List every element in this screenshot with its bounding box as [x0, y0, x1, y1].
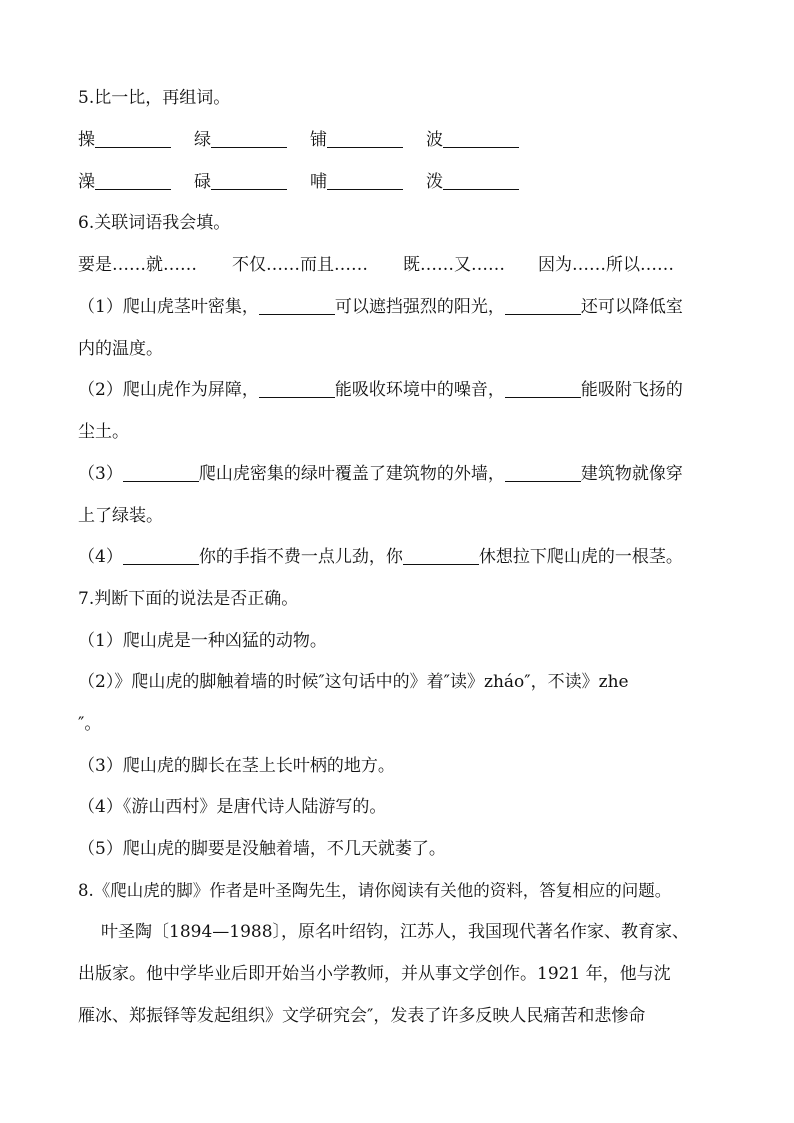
q5-row1-item: 绿 — [194, 128, 287, 152]
answer-blank[interactable] — [443, 171, 519, 190]
q7-item: （1）爬山虎是一种凶猛的动物。 — [78, 631, 327, 651]
connective-option: 要是……就…… — [78, 255, 197, 275]
answer-blank[interactable] — [123, 463, 199, 482]
q8-paragraph-line: 雁冰、郑振铎等发起组织》文学研究会″，发表了许多反映人民痛苦和悲惨命 — [78, 1006, 646, 1026]
q6-sentence-2-cont: 尘土。 — [78, 422, 129, 442]
answer-blank[interactable] — [327, 171, 403, 190]
q5-title: 5.比一比，再组词。 — [78, 88, 231, 108]
q5-row2-item: 泼 — [426, 170, 519, 194]
q7-title: 7.判断下面的说法是否正确。 — [78, 589, 299, 609]
answer-blank[interactable] — [505, 296, 581, 315]
answer-blank[interactable] — [211, 171, 287, 190]
connective-option: 因为……所以…… — [538, 255, 674, 275]
answer-blank[interactable] — [259, 379, 335, 398]
q6-sentence-2: （2）爬山虎作为屏障， 能吸收环境中的噪音， 能吸附飞扬的 — [78, 380, 683, 400]
q8-paragraph-line: 出版家。他中学毕业后即开始当小学教师，并从事文学创作。1921 年，他与沈 — [78, 964, 671, 984]
q6-sentence-3: （3） 爬山虎密集的绿叶覆盖了建筑物的外墙， 建筑物就像穿 — [78, 464, 683, 484]
q5-row1-item: 操 — [78, 128, 171, 152]
q6-sentence-1: （1）爬山虎茎叶密集， 可以遮挡强烈的阳光， 还可以降低室 — [78, 297, 683, 317]
answer-blank[interactable] — [443, 129, 519, 148]
q6-sentence-4: （4） 你的手指不费一点儿劲，你 休想拉下爬山虎的一根茎。 — [78, 547, 683, 567]
q7-item: （2）》爬山虎的脚触着墙的时候″这句话中的》着″读》zháo″，不读》zhe — [78, 672, 629, 692]
connective-option: 既……又…… — [403, 255, 505, 275]
q6-title: 6.关联词语我会填。 — [78, 213, 231, 233]
q6-sentence-3-cont: 上了绿装。 — [78, 506, 163, 526]
q8-paragraph-line: 叶圣陶〔1894—1988〕，原名叶绍钧，江苏人，我国现代著名作家、教育家、 — [101, 922, 690, 942]
answer-blank[interactable] — [403, 546, 479, 565]
answer-blank[interactable] — [505, 379, 581, 398]
q8-title: 8.《爬山虎的脚》作者是叶圣陶先生，请你阅读有关他的资料，答复相应的问题。 — [78, 881, 672, 900]
answer-blank[interactable] — [95, 129, 171, 148]
connective-option: 不仅……而且…… — [232, 255, 368, 275]
q6-sentence-1-cont: 内的温度。 — [78, 339, 163, 359]
q5-row2-item: 碌 — [194, 170, 287, 194]
answer-blank[interactable] — [95, 171, 171, 190]
answer-blank[interactable] — [505, 463, 581, 482]
q7-item: （3）爬山虎的脚长在茎上长叶柄的地方。 — [78, 756, 395, 776]
answer-blank[interactable] — [259, 296, 335, 315]
q7-item-cont: ″。 — [78, 714, 102, 734]
answer-blank[interactable] — [123, 546, 199, 565]
q5-row1-item: 波 — [426, 128, 519, 152]
answer-blank[interactable] — [327, 129, 403, 148]
q5-row1-item: 铺 — [310, 128, 403, 152]
q5-row2-item: 澡 — [78, 170, 171, 194]
q7-item: （4）《游山西村》是唐代诗人陆游写的。 — [78, 797, 387, 817]
q5-row2-item: 哺 — [310, 170, 403, 194]
q7-item: （5）爬山虎的脚要是没触着墙，不几天就萎了。 — [78, 839, 446, 859]
answer-blank[interactable] — [211, 129, 287, 148]
